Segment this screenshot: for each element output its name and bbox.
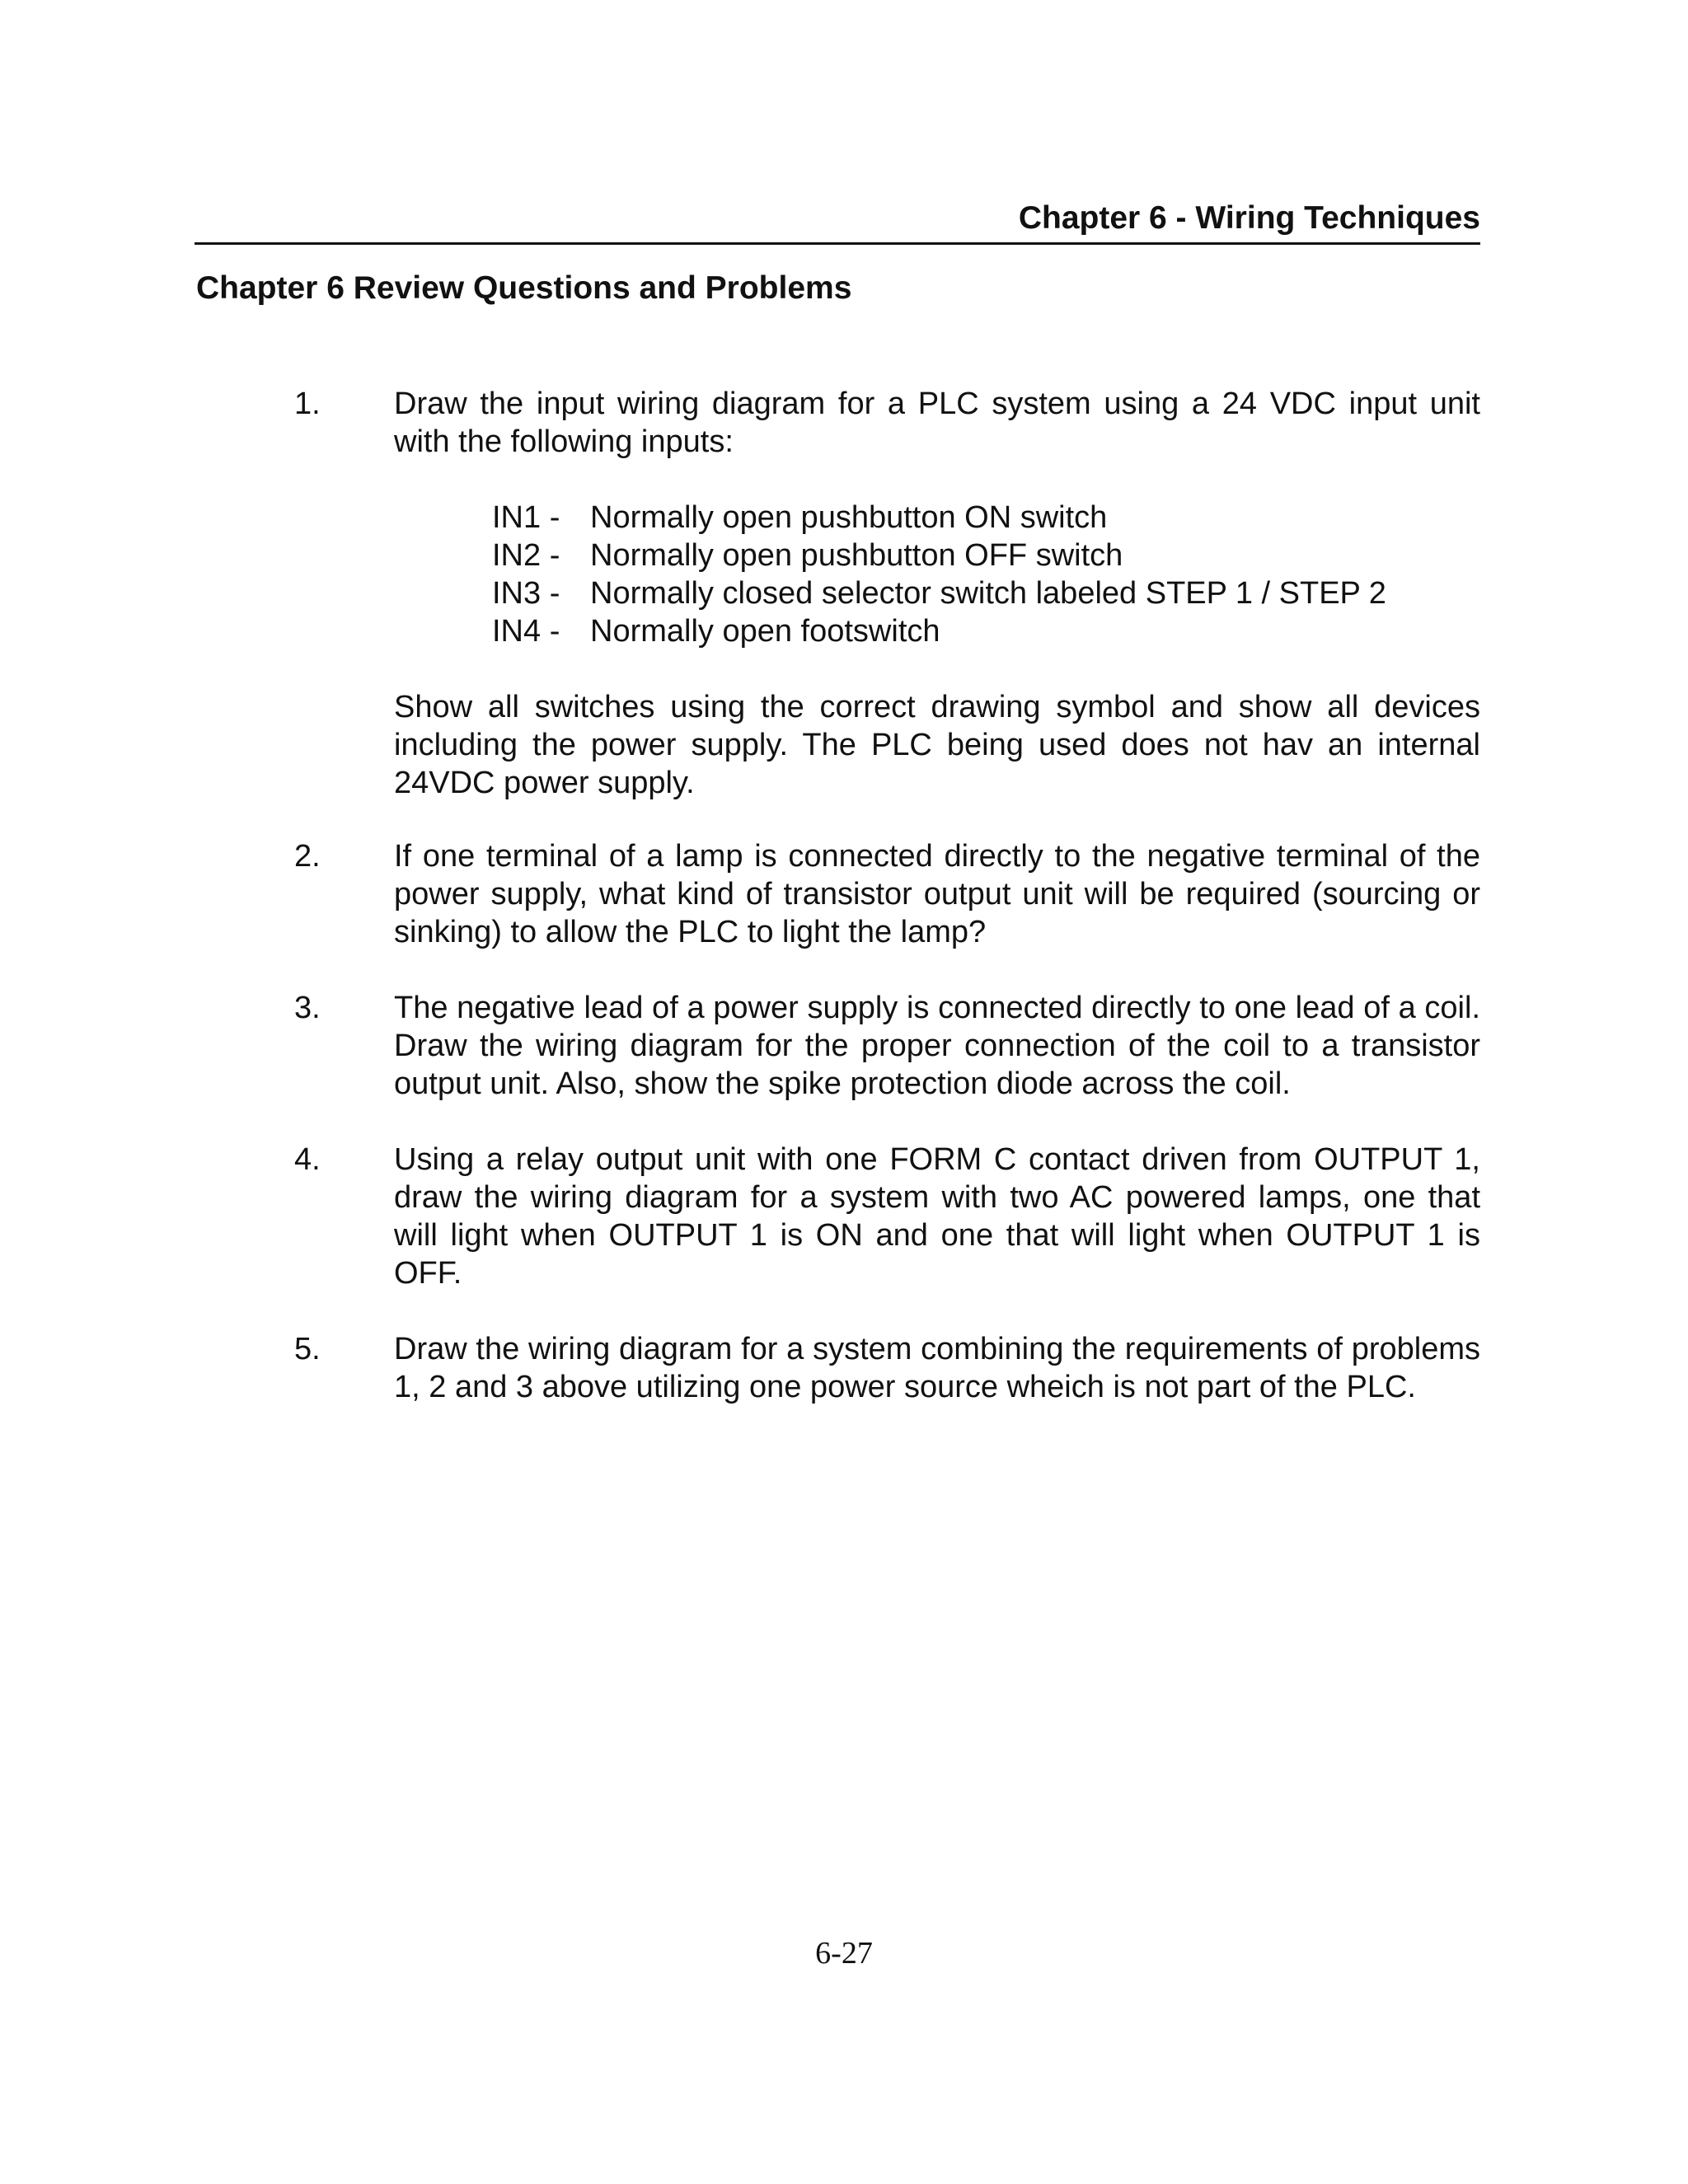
section-title: Chapter 6 Review Questions and Problems [196, 270, 852, 306]
input-description: Normally open pushbutton OFF switch [590, 538, 1123, 573]
running-header-title: Chapter 6 - Wiring Techniques [1018, 200, 1480, 236]
question-number: 1. [294, 387, 321, 421]
question-body [394, 1141, 1480, 1292]
question-body [394, 989, 1480, 1103]
question-body [394, 385, 1480, 802]
question-number: 4. [294, 1142, 321, 1177]
question-text: Draw the input wiring diagram for a PLC system using a 24 VDC input unit with the following inputs: [394, 387, 1480, 459]
question-number: 3. [294, 991, 321, 1025]
input-tag: IN2 - [492, 538, 560, 573]
input-tag: IN3 - [492, 576, 560, 611]
input-item [492, 499, 1480, 537]
question-text: Using a relay output unit with one FORM C contact driven from OUTPUT 1, draw the wiring diagram for a system with two AC powered lamps, one that will light when OUTPUT 1 is ON and one that will light when OUTPUT 1 is OFF. [394, 1142, 1480, 1291]
question-note: Show all switches using the correct drawing symbol and show all devices including the power supply. The PLC being used does not hav an internal 24VDC power supply. [394, 690, 1480, 800]
input-description: Normally closed selector switch labeled STEP 1 / STEP 2 [590, 576, 1386, 611]
question-text: The negative lead of a power supply is connected directly to one lead of a coil. Draw the wiring diagram for the proper connection of the coil to a transistor output unit. Also, show the spike protection diode across the coil. [394, 991, 1480, 1101]
input-list [492, 499, 1480, 650]
input-item [492, 537, 1480, 574]
question-body [394, 1330, 1480, 1406]
question-number: 5. [294, 1332, 321, 1366]
input-tag: IN1 - [492, 500, 560, 535]
question-number: 2. [294, 839, 321, 874]
input-description: Normally open pushbutton ON switch [590, 500, 1108, 535]
question-body [394, 837, 1480, 951]
question-text: Draw the wiring diagram for a system combining the requirements of problems 1, 2 and 3 above utilizing one power source wheich is not part of the PLC. [394, 1332, 1480, 1404]
input-tag: IN4 - [492, 614, 560, 649]
input-item [492, 612, 1480, 650]
input-item [492, 574, 1480, 612]
page-number: 6-27 [815, 1936, 873, 1971]
input-description: Normally open footswitch [590, 614, 940, 649]
question-text: If one terminal of a lamp is connected directly to the negative terminal of the power supply, what kind of transistor output unit will be required (sourcing or sinking) to allow the PLC to light the lamp? [394, 839, 1480, 949]
